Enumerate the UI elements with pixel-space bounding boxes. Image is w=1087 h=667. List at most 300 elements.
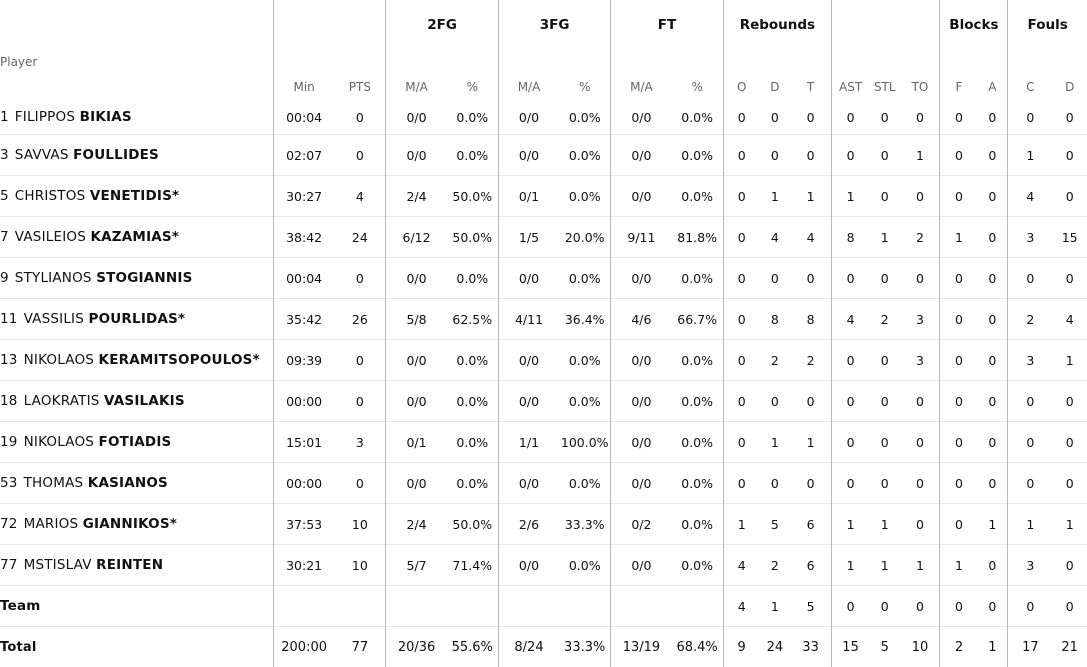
table-body [0, 100, 1087, 667]
stat-foul-c: 3 [1008, 340, 1053, 381]
player-last-name: FOTIADIS [99, 434, 172, 450]
stat-foul-c: 17 [1008, 627, 1053, 667]
stat-blk-f: 0 [940, 586, 977, 627]
stat-blk-f: 0 [940, 504, 977, 545]
group-3fg: 3FG [498, 0, 610, 42]
stat-reb-d: 1 [760, 586, 790, 627]
stat-to: 3 [900, 340, 940, 381]
stat-foul-d: 0 [1052, 381, 1087, 422]
stat-2fg-pct: 55.6% [447, 627, 499, 667]
group-header-row [0, 0, 1087, 42]
stat-pts [334, 586, 386, 627]
stat-blk-a: 0 [977, 176, 1007, 217]
stat-ft-pct: 0.0% [672, 135, 724, 176]
stat-ft-ma: 9/11 [611, 217, 672, 258]
stat-reb-t: 0 [790, 135, 832, 176]
stat-reb-t: 5 [790, 586, 832, 627]
stat-blk-a: 0 [977, 340, 1007, 381]
blank-header [274, 0, 386, 42]
stat-ft-pct: 81.8% [672, 217, 724, 258]
stat-foul-d: 0 [1052, 545, 1087, 586]
stat-blk-f: 0 [940, 135, 977, 176]
stat-to: 0 [900, 100, 940, 135]
stat-2fg-pct: 0.0% [447, 422, 499, 463]
stat-2fg-pct: 0.0% [447, 100, 499, 135]
stat-foul-d: 0 [1052, 422, 1087, 463]
stat-blk-f: 0 [940, 340, 977, 381]
stat-blk-f: 0 [940, 258, 977, 299]
group-ft: FT [611, 0, 723, 42]
player-name[interactable] [0, 258, 274, 299]
stat-to: 2 [900, 217, 940, 258]
stat-min: 37:53 [274, 504, 335, 545]
player-number: 72 [0, 516, 18, 532]
player-name[interactable] [0, 176, 274, 217]
stat-ft-ma: 0/0 [611, 176, 672, 217]
stat-ast: 8 [832, 217, 869, 258]
stat-stl: 1 [869, 217, 900, 258]
stat-foul-d: 0 [1052, 135, 1087, 176]
stat-pts: 4 [334, 176, 386, 217]
stat-2fg-ma: 0/0 [386, 463, 447, 504]
player-name[interactable] [0, 463, 274, 504]
stat-2fg-ma: 2/4 [386, 504, 447, 545]
stat-reb-d: 2 [760, 545, 790, 586]
stat-blk-a: 0 [977, 381, 1007, 422]
stat-reb-t: 4 [790, 217, 832, 258]
stat-3fg-ma: 1/1 [498, 422, 559, 463]
stat-reb-o: 4 [723, 586, 759, 627]
starter-marker: * [178, 311, 185, 327]
stat-blk-a: 0 [977, 422, 1007, 463]
stat-ft-ma: 0/0 [611, 422, 672, 463]
stat-to: 1 [900, 545, 940, 586]
stat-3fg-ma: 0/1 [498, 176, 559, 217]
stat-ft-pct: 0.0% [672, 545, 724, 586]
player-name[interactable] [0, 135, 274, 176]
stat-ft-ma: 0/0 [611, 381, 672, 422]
stat-2fg-pct: 0.0% [447, 135, 499, 176]
stat-3fg-ma: 0/0 [498, 340, 559, 381]
blank-header [832, 0, 940, 42]
stat-blk-a: 0 [977, 545, 1007, 586]
stat-blk-a: 0 [977, 135, 1007, 176]
stat-blk-f: 0 [940, 463, 977, 504]
total-label: Total [0, 627, 274, 667]
stat-pts: 0 [334, 463, 386, 504]
pts-column-header: PTS [334, 42, 386, 100]
stat-2fg-ma: 2/4 [386, 176, 447, 217]
stat-blk-a: 0 [977, 100, 1007, 135]
stat-3fg-pct: 36.4% [559, 299, 611, 340]
stat-ft-pct: 0.0% [672, 176, 724, 217]
stat-ft-ma: 0/0 [611, 258, 672, 299]
stat-reb-o: 9 [723, 627, 759, 667]
stat-pts: 10 [334, 545, 386, 586]
stat-reb-d: 0 [760, 258, 790, 299]
stat-foul-d: 0 [1052, 258, 1087, 299]
stat-reb-o: 0 [723, 299, 759, 340]
stl-column-header: STL [869, 42, 900, 100]
stat-3fg-ma: 0/0 [498, 100, 559, 135]
stat-2fg-ma: 0/0 [386, 340, 447, 381]
player-number: 13 [0, 352, 18, 368]
stat-reb-d: 2 [760, 340, 790, 381]
stat-reb-d: 0 [760, 463, 790, 504]
stat-blk-a: 0 [977, 258, 1007, 299]
table-row [0, 258, 1087, 299]
player-first-name: NIKOLAOS [24, 352, 94, 368]
blk-a-column-header: A [977, 42, 1007, 100]
stat-foul-c: 0 [1008, 422, 1053, 463]
player-last-name: REINTEN [96, 557, 163, 573]
stat-reb-o: 0 [723, 340, 759, 381]
stat-pts: 0 [334, 258, 386, 299]
stat-pts: 0 [334, 135, 386, 176]
stat-3fg-pct: 33.3% [559, 627, 611, 667]
stat-reb-d: 1 [760, 176, 790, 217]
stat-blk-f: 2 [940, 627, 977, 667]
stat-pts: 77 [334, 627, 386, 667]
player-name[interactable] [0, 504, 274, 545]
player-number: 77 [0, 557, 18, 573]
stat-reb-o: 1 [723, 504, 759, 545]
stat-blk-a: 0 [977, 463, 1007, 504]
stat-ft-pct: 0.0% [672, 258, 724, 299]
stat-blk-a: 1 [977, 627, 1007, 667]
stat-reb-d: 8 [760, 299, 790, 340]
stat-2fg-ma: 0/0 [386, 135, 447, 176]
stat-ft-ma: 0/0 [611, 100, 672, 135]
stat-min: 200:00 [274, 627, 335, 667]
player-last-name: STOGIANNIS [96, 270, 192, 286]
player-name[interactable] [0, 545, 274, 586]
stat-ft-pct: 0.0% [672, 100, 724, 135]
stat-3fg-pct: 0.0% [559, 176, 611, 217]
table-row [0, 381, 1087, 422]
stat-blk-a: 0 [977, 299, 1007, 340]
stat-foul-d: 1 [1052, 504, 1087, 545]
stat-2fg-ma: 0/0 [386, 100, 447, 135]
stat-min: 00:00 [274, 381, 335, 422]
player-first-name: MARIOS [24, 516, 79, 532]
stat-stl: 1 [869, 545, 900, 586]
column-header-row [0, 42, 1087, 100]
stat-foul-d: 4 [1052, 299, 1087, 340]
player-first-name: SAVVAS [15, 147, 69, 163]
stat-ft-ma: 13/19 [611, 627, 672, 667]
ast-column-header: AST [832, 42, 869, 100]
stat-to: 3 [900, 299, 940, 340]
player-first-name: CHRISTOS [15, 188, 86, 204]
blank-header [0, 0, 274, 42]
stat-ft-ma: 4/6 [611, 299, 672, 340]
total-row [0, 627, 1087, 667]
stat-to: 0 [900, 504, 940, 545]
stat-foul-d: 0 [1052, 176, 1087, 217]
stat-stl: 5 [869, 627, 900, 667]
group-blocks: Blocks [940, 0, 1008, 42]
min-column-header: Min [274, 42, 335, 100]
stat-reb-t: 6 [790, 545, 832, 586]
table-row [0, 100, 1087, 135]
stat-foul-c: 0 [1008, 100, 1053, 135]
stat-2fg-ma: 0/0 [386, 381, 447, 422]
stat-stl: 0 [869, 100, 900, 135]
stat-reb-d: 0 [760, 135, 790, 176]
stat-to: 0 [900, 463, 940, 504]
stat-min: 30:27 [274, 176, 335, 217]
starter-marker: * [170, 516, 177, 532]
stat-2fg-pct: 0.0% [447, 258, 499, 299]
stat-stl: 0 [869, 586, 900, 627]
stat-2fg-pct: 0.0% [447, 340, 499, 381]
player-last-name: FOULLIDES [73, 147, 159, 163]
stat-3fg-ma: 0/0 [498, 381, 559, 422]
stat-foul-c: 0 [1008, 258, 1053, 299]
stat-ast: 0 [832, 422, 869, 463]
player-first-name: VASSILIS [24, 311, 84, 327]
player-last-name: GIANNIKOS [83, 516, 170, 532]
stat-2fg-ma: 5/8 [386, 299, 447, 340]
stat-ast: 0 [832, 586, 869, 627]
player-number: 18 [0, 393, 18, 409]
stat-min [274, 586, 335, 627]
stat-ft-pct: 68.4% [672, 627, 724, 667]
stat-to: 10 [900, 627, 940, 667]
stat-ast: 4 [832, 299, 869, 340]
stat-min: 02:07 [274, 135, 335, 176]
stat-reb-t: 0 [790, 463, 832, 504]
player-number: 11 [0, 311, 18, 327]
stat-reb-o: 0 [723, 422, 759, 463]
stat-ast: 0 [832, 463, 869, 504]
player-name[interactable] [0, 422, 274, 463]
stat-3fg-pct: 20.0% [559, 217, 611, 258]
table-header [0, 0, 1087, 100]
stat-reb-t: 8 [790, 299, 832, 340]
stat-2fg-ma: 5/7 [386, 545, 447, 586]
stat-ft-ma: 0/0 [611, 463, 672, 504]
player-last-name: KASIANOS [88, 475, 168, 491]
stat-foul-c: 3 [1008, 217, 1053, 258]
player-first-name: NIKOLAOS [24, 434, 94, 450]
stat-2fg-pct: 71.4% [447, 545, 499, 586]
stat-2fg-pct: 50.0% [447, 217, 499, 258]
table-row [0, 135, 1087, 176]
stat-blk-f: 1 [940, 217, 977, 258]
3fg-ma-column-header: M/A [498, 42, 559, 100]
player-last-name: KERAMITSOPOULOS [99, 352, 253, 368]
player-name[interactable] [0, 381, 274, 422]
group-rebounds: Rebounds [723, 0, 831, 42]
stat-2fg-ma: 6/12 [386, 217, 447, 258]
player-column-header: Player [0, 42, 274, 100]
stat-ft-pct: 0.0% [672, 340, 724, 381]
player-last-name: VENETIDIS [90, 188, 172, 204]
stat-foul-c: 3 [1008, 545, 1053, 586]
foul-d-column-header: D [1052, 42, 1087, 100]
player-last-name: VASILAKIS [104, 393, 185, 409]
stat-min: 09:39 [274, 340, 335, 381]
stat-ft-pct [672, 586, 724, 627]
stat-min: 00:04 [274, 100, 335, 135]
stat-ft-pct: 0.0% [672, 381, 724, 422]
stat-3fg-pct [559, 586, 611, 627]
stat-2fg-pct: 50.0% [447, 504, 499, 545]
player-last-name: KAZAMIAS [90, 229, 171, 245]
stat-reb-d: 4 [760, 217, 790, 258]
stat-foul-d: 15 [1052, 217, 1087, 258]
stat-ast: 15 [832, 627, 869, 667]
stat-ast: 0 [832, 135, 869, 176]
stat-3fg-pct: 0.0% [559, 463, 611, 504]
stat-to: 0 [900, 381, 940, 422]
stat-foul-c: 0 [1008, 463, 1053, 504]
stat-blk-a: 0 [977, 586, 1007, 627]
stat-stl: 1 [869, 504, 900, 545]
table-row [0, 176, 1087, 217]
blk-f-column-header: F [940, 42, 977, 100]
stat-2fg-ma: 0/0 [386, 258, 447, 299]
reb-d-column-header: D [760, 42, 790, 100]
table-row [0, 463, 1087, 504]
stat-foul-c: 1 [1008, 504, 1053, 545]
foul-c-column-header: C [1008, 42, 1053, 100]
stat-pts: 3 [334, 422, 386, 463]
stat-reb-t: 6 [790, 504, 832, 545]
stat-2fg-pct: 0.0% [447, 381, 499, 422]
stat-ft-pct: 0.0% [672, 422, 724, 463]
stat-foul-d: 0 [1052, 586, 1087, 627]
player-number: 9 [0, 270, 9, 286]
player-name[interactable] [0, 100, 274, 135]
stat-ast: 0 [832, 381, 869, 422]
stat-blk-a: 1 [977, 504, 1007, 545]
stat-blk-f: 0 [940, 381, 977, 422]
stat-to: 0 [900, 586, 940, 627]
player-name[interactable] [0, 299, 274, 340]
stat-reb-d: 0 [760, 100, 790, 135]
table-row [0, 504, 1087, 545]
player-number: 53 [0, 475, 18, 491]
stat-2fg-pct: 0.0% [447, 463, 499, 504]
player-first-name: MSTISLAV [24, 557, 92, 573]
starter-marker: * [253, 352, 260, 368]
stat-3fg-ma: 0/0 [498, 545, 559, 586]
stat-foul-d: 0 [1052, 100, 1087, 135]
player-last-name: POURLIDAS [89, 311, 179, 327]
stat-min: 15:01 [274, 422, 335, 463]
stat-3fg-ma: 8/24 [498, 627, 559, 667]
stat-stl: 0 [869, 176, 900, 217]
stat-ft-ma: 0/0 [611, 545, 672, 586]
table-row [0, 299, 1087, 340]
stat-blk-f: 0 [940, 100, 977, 135]
starter-marker: * [172, 229, 179, 245]
stat-ft-ma: 0/0 [611, 340, 672, 381]
stat-min: 30:21 [274, 545, 335, 586]
stat-2fg-ma: 0/1 [386, 422, 447, 463]
stat-2fg-pct: 62.5% [447, 299, 499, 340]
stat-blk-f: 0 [940, 299, 977, 340]
stat-2fg-ma: 20/36 [386, 627, 447, 667]
player-name[interactable] [0, 217, 274, 258]
stat-stl: 0 [869, 258, 900, 299]
stat-stl: 0 [869, 422, 900, 463]
stat-to: 0 [900, 422, 940, 463]
stat-stl: 0 [869, 135, 900, 176]
player-first-name: VASILEIOS [15, 229, 86, 245]
2fg-ma-column-header: M/A [386, 42, 447, 100]
stat-ast: 0 [832, 340, 869, 381]
stat-to: 1 [900, 135, 940, 176]
stat-reb-o: 0 [723, 176, 759, 217]
stat-ft-ma: 0/2 [611, 504, 672, 545]
ft-ma-column-header: M/A [611, 42, 672, 100]
stat-3fg-ma: 1/5 [498, 217, 559, 258]
stat-ast: 1 [832, 545, 869, 586]
stat-reb-d: 0 [760, 381, 790, 422]
table-row [0, 545, 1087, 586]
to-column-header: TO [900, 42, 940, 100]
stat-3fg-pct: 100.0% [559, 422, 611, 463]
stat-3fg-pct: 0.0% [559, 258, 611, 299]
stat-3fg-ma: 4/11 [498, 299, 559, 340]
stat-blk-a: 0 [977, 217, 1007, 258]
stat-ft-pct: 0.0% [672, 504, 724, 545]
stat-ast: 0 [832, 258, 869, 299]
stat-ft-ma: 0/0 [611, 135, 672, 176]
stat-foul-d: 1 [1052, 340, 1087, 381]
table-row [0, 217, 1087, 258]
stat-2fg-pct: 50.0% [447, 176, 499, 217]
stat-2fg-pct [447, 586, 499, 627]
stat-pts: 10 [334, 504, 386, 545]
player-name[interactable] [0, 340, 274, 381]
stat-ast: 0 [832, 100, 869, 135]
stat-3fg-ma: 0/0 [498, 135, 559, 176]
stat-blk-f: 0 [940, 176, 977, 217]
stat-reb-o: 0 [723, 135, 759, 176]
reb-o-column-header: O [723, 42, 759, 100]
stat-stl: 0 [869, 381, 900, 422]
stat-stl: 0 [869, 340, 900, 381]
stat-ft-ma [611, 586, 672, 627]
player-number: 5 [0, 188, 9, 204]
stat-foul-c: 0 [1008, 586, 1053, 627]
stat-foul-c: 2 [1008, 299, 1053, 340]
table-row [0, 422, 1087, 463]
stat-reb-d: 24 [760, 627, 790, 667]
reb-t-column-header: T [790, 42, 832, 100]
table-row [0, 340, 1087, 381]
stat-3fg-ma: 0/0 [498, 258, 559, 299]
stat-3fg-pct: 0.0% [559, 135, 611, 176]
stat-3fg-pct: 0.0% [559, 381, 611, 422]
stat-reb-o: 4 [723, 545, 759, 586]
stat-pts: 0 [334, 100, 386, 135]
team-label: Team [0, 586, 274, 627]
stat-3fg-pct: 33.3% [559, 504, 611, 545]
stat-reb-t: 33 [790, 627, 832, 667]
stat-reb-o: 0 [723, 381, 759, 422]
stat-min: 00:00 [274, 463, 335, 504]
stat-pts: 0 [334, 340, 386, 381]
stat-2fg-ma [386, 586, 447, 627]
stat-foul-d: 0 [1052, 463, 1087, 504]
2fg-pct-column-header: % [447, 42, 499, 100]
